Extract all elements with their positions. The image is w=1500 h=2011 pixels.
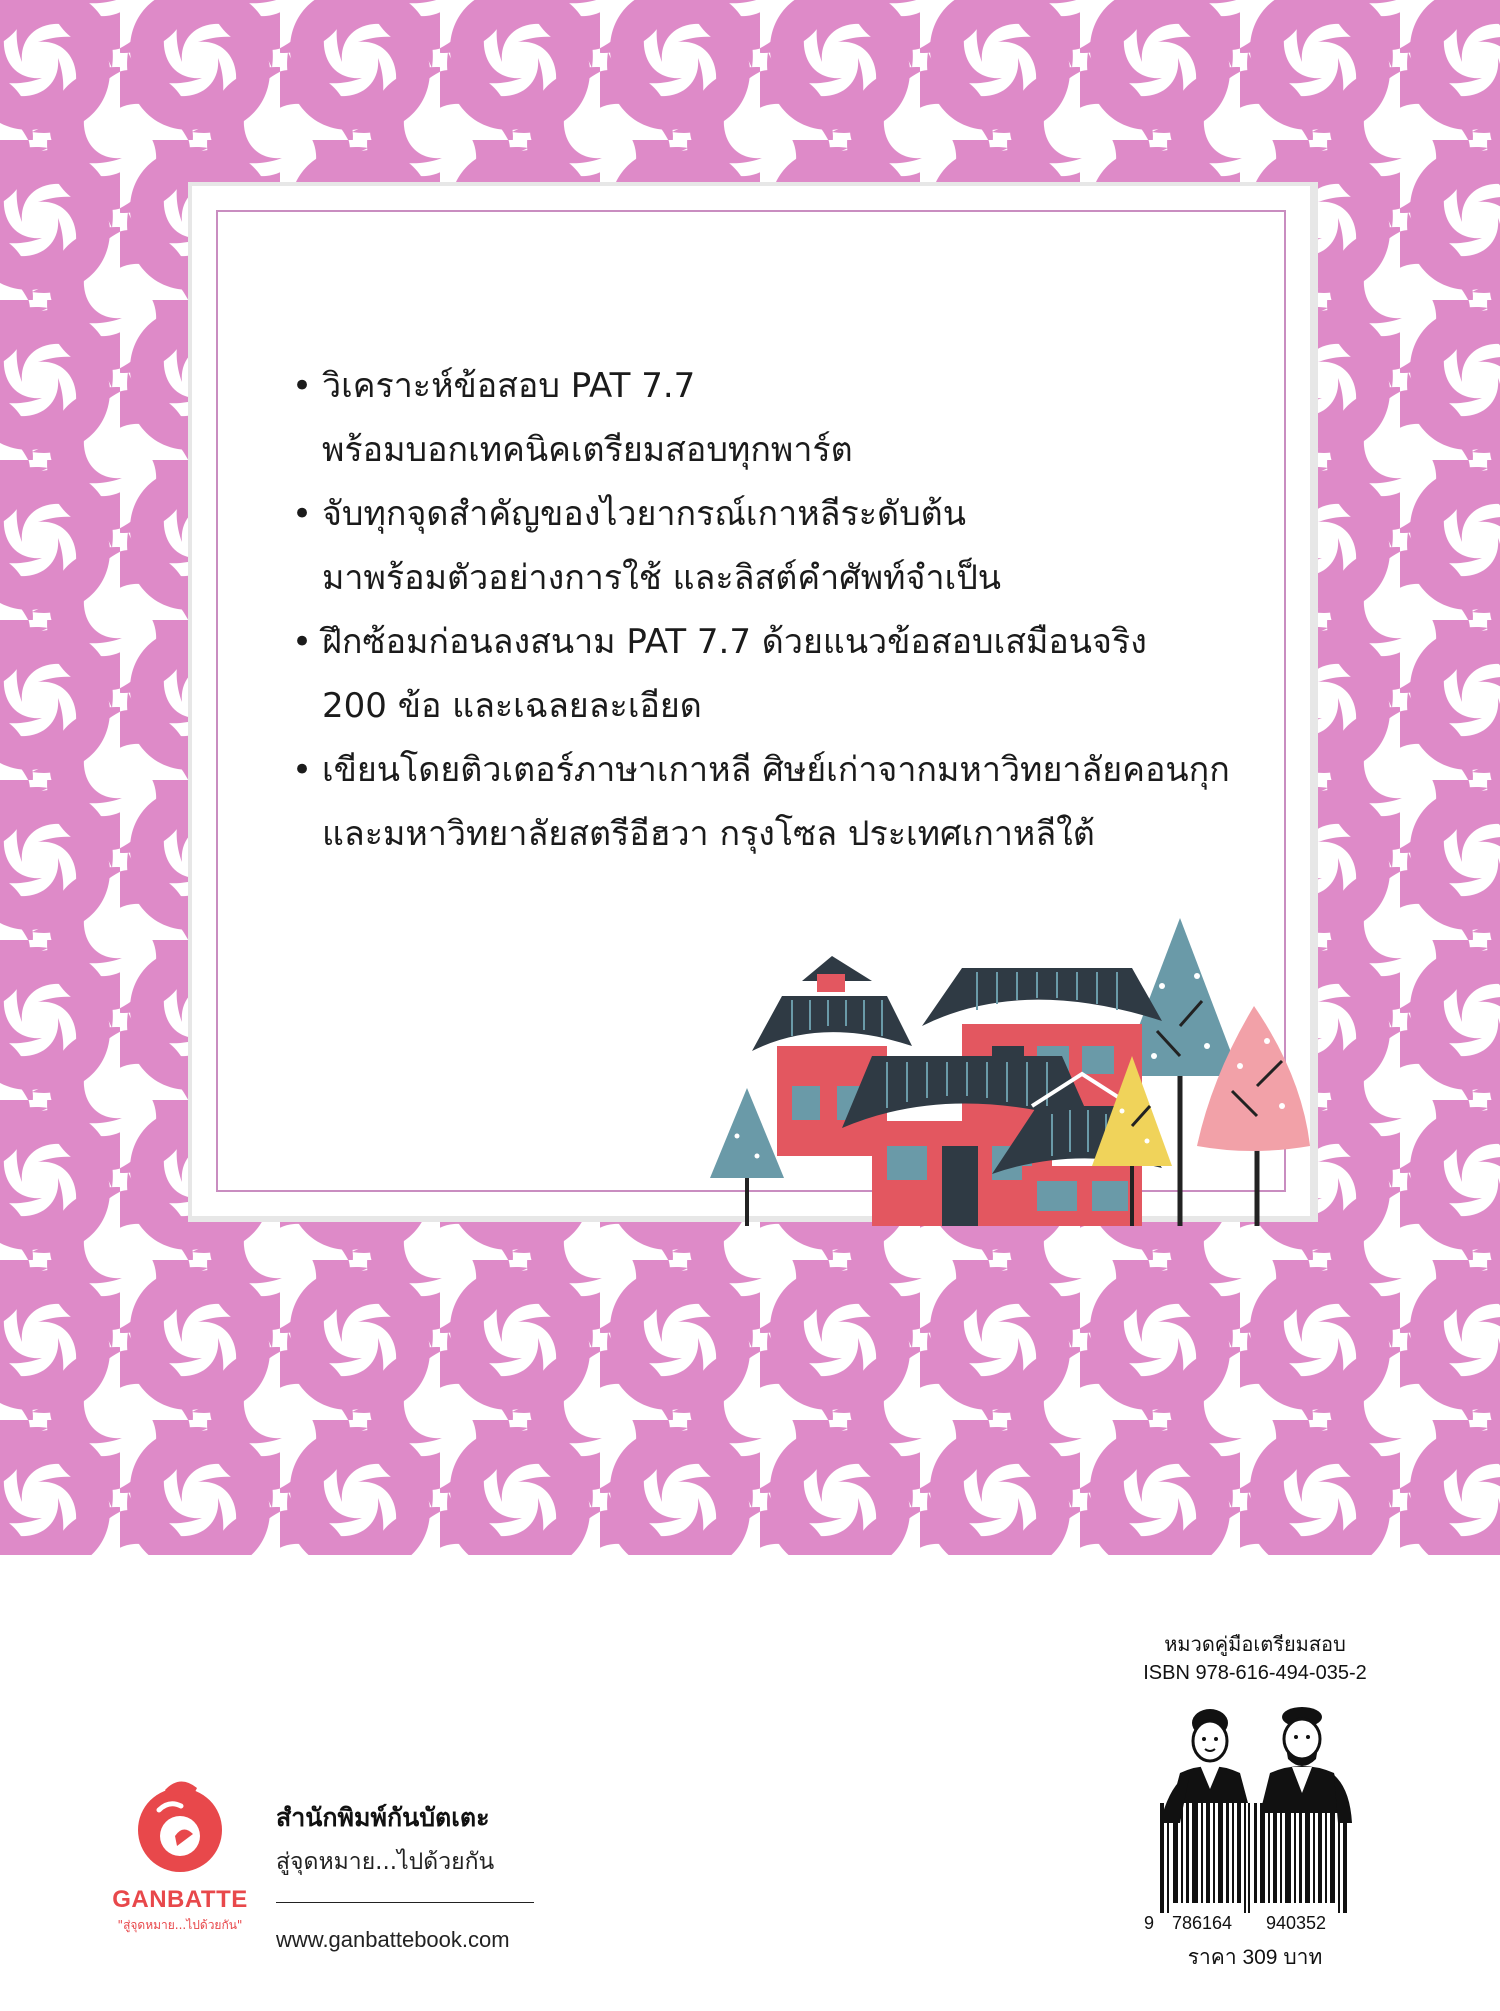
feature-list [292,354,1252,866]
feature-line: พร้อมบอกเทคนิคเตรียมสอบทุกพาร์ต [322,430,853,470]
korean-village-icon [692,906,1312,1226]
feature-panel [192,186,1310,1216]
hanbok-couple-barcode-icon [1130,1693,1380,1913]
publisher-slogan: สู่จุดหมาย...ไปด้วยกัน [276,1849,495,1875]
feature-line: • วิเคราะห์ข้อสอบ PAT 7.7 [322,366,696,406]
feature-line: มาพร้อมตัวอย่างการใช้ และลิสต์คำศัพท์จำเป็น [322,558,1002,598]
publisher-logo [110,1770,250,1935]
logo-tagline: "สู่จุดหมาย...ไปด้วยกัน" [117,1918,243,1932]
ganbatte-logo-icon [125,1770,235,1880]
feature-line: 200 ข้อ และเฉลยละเอียด [322,686,702,726]
barcode-bars [1160,1803,1347,1913]
barcode-digit-first: 9 [1144,1913,1155,1933]
barcode-block [1130,1628,1380,1974]
book-price: ราคา 309 บาท [1187,1946,1323,1969]
feature-line: • จับทุกจุดสำคัญของไวยากรณ์เกาหลีระดับต้น [322,494,966,534]
barcode-digits-left: 786164 [1172,1913,1233,1933]
logo-name: GANBATTE [112,1886,248,1913]
barcode-digits [1130,1913,1380,1937]
publisher-website: www.ganbattebook.com [276,1927,510,1952]
feature-item [292,738,1252,866]
feature-line: • เขียนโดยติวเตอร์ภาษาเกาหลี ศิษย์เก่าจากมหาวิทยาลัยคอนกุก [322,750,1230,790]
feature-item [292,354,1252,482]
feature-item [292,482,1252,610]
feature-item [292,610,1252,738]
isbn: ISBN 978-616-494-035-2 [1143,1662,1367,1684]
barcode-digits-right: 940352 [1266,1913,1327,1933]
feature-line: และมหาวิทยาลัยสตรีอีฮวา กรุงโซล ประเทศเกาหลีใต้ [322,814,1095,854]
feature-line: • ฝึกซ้อมก่อนลงสนาม PAT 7.7 ด้วยแนวข้อสอบเสมือนจริง [322,622,1147,662]
tree-blue-small [710,1088,784,1226]
divider [276,1902,534,1903]
publisher-info [276,1798,536,1953]
book-category: หมวดคู่มือเตรียมสอบ [1164,1634,1346,1656]
publisher-name: สำนักพิมพ์กันบัตเตะ [276,1803,490,1832]
